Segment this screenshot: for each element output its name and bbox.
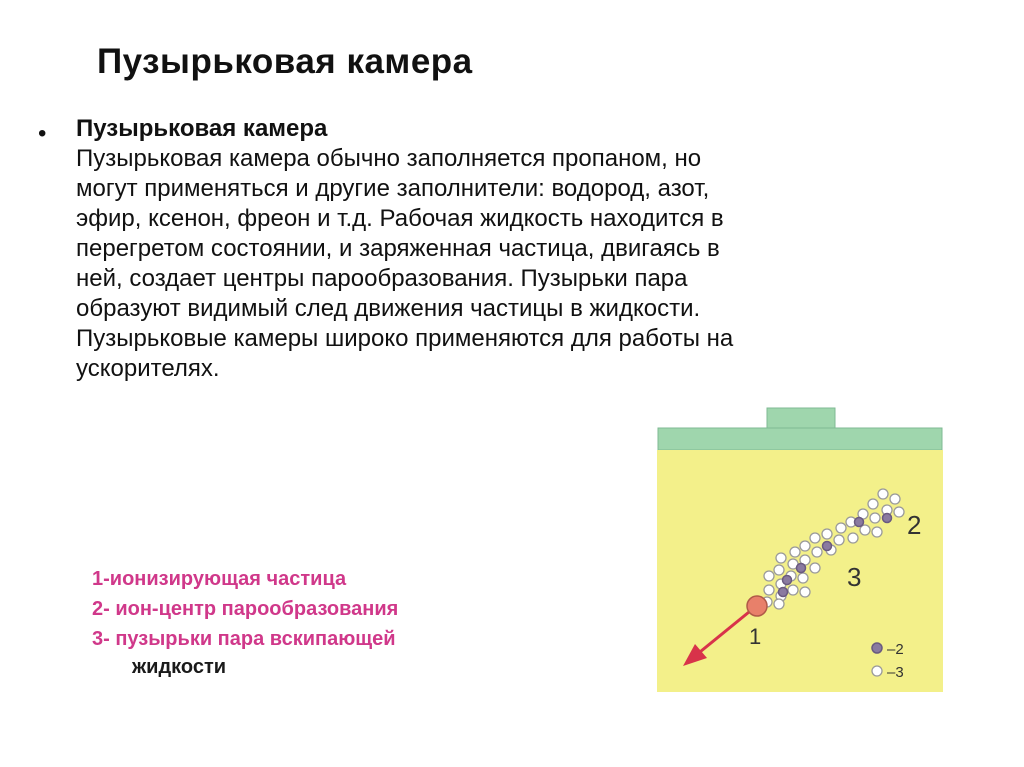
paragraph-line: перегретом состоянии, и заряженная частица, двигаясь в <box>76 235 720 262</box>
legend-item-1: 1-ионизирующая частица <box>92 568 347 590</box>
ionizing-particle <box>747 596 767 616</box>
key-bubble-label: –3 <box>887 664 904 681</box>
paragraph-line: Пузырьковые камеры широко применяются для работы на <box>76 325 734 352</box>
chamber-lid <box>658 428 942 450</box>
bubble-chamber-diagram <box>655 406 945 694</box>
label-1: 1 <box>749 624 762 649</box>
legend-item-3: 3- пузырьки пара вскипающей <box>92 628 396 650</box>
key-ion-label: –2 <box>887 641 904 658</box>
key-bubble-icon <box>872 666 882 676</box>
key-ion-icon <box>872 643 882 653</box>
paragraph-line: могут применяться и другие заполнители: водород, азот, <box>76 175 710 202</box>
label-2: 2 <box>907 510 922 540</box>
slide-title: Пузырьковая камера <box>97 42 473 81</box>
paragraph-line: ней, создает центры парообразования. Пузырьки пара <box>76 265 688 292</box>
bullet-marker: • <box>38 120 47 147</box>
paragraph-line: эфир, ксенон, фреон и т.д. Рабочая жидкость находится в <box>76 205 724 232</box>
chamber-lid-cap <box>767 408 835 430</box>
legend <box>92 564 398 682</box>
paragraph-line: Пузырьковая камера обычно заполняется пропаном, но <box>76 145 702 172</box>
legend-item-3-continuation: жидкости <box>132 656 227 678</box>
label-3: 3 <box>847 562 862 592</box>
body-text <box>76 114 976 384</box>
paragraph-line: образуют видимый след движения частицы в жидкости. <box>76 295 701 322</box>
paragraph-line: ускорителях. <box>76 355 220 382</box>
legend-item-2: 2- ион-центр парообразования <box>92 598 399 620</box>
bullet-heading: Пузырьковая камера <box>76 115 328 142</box>
